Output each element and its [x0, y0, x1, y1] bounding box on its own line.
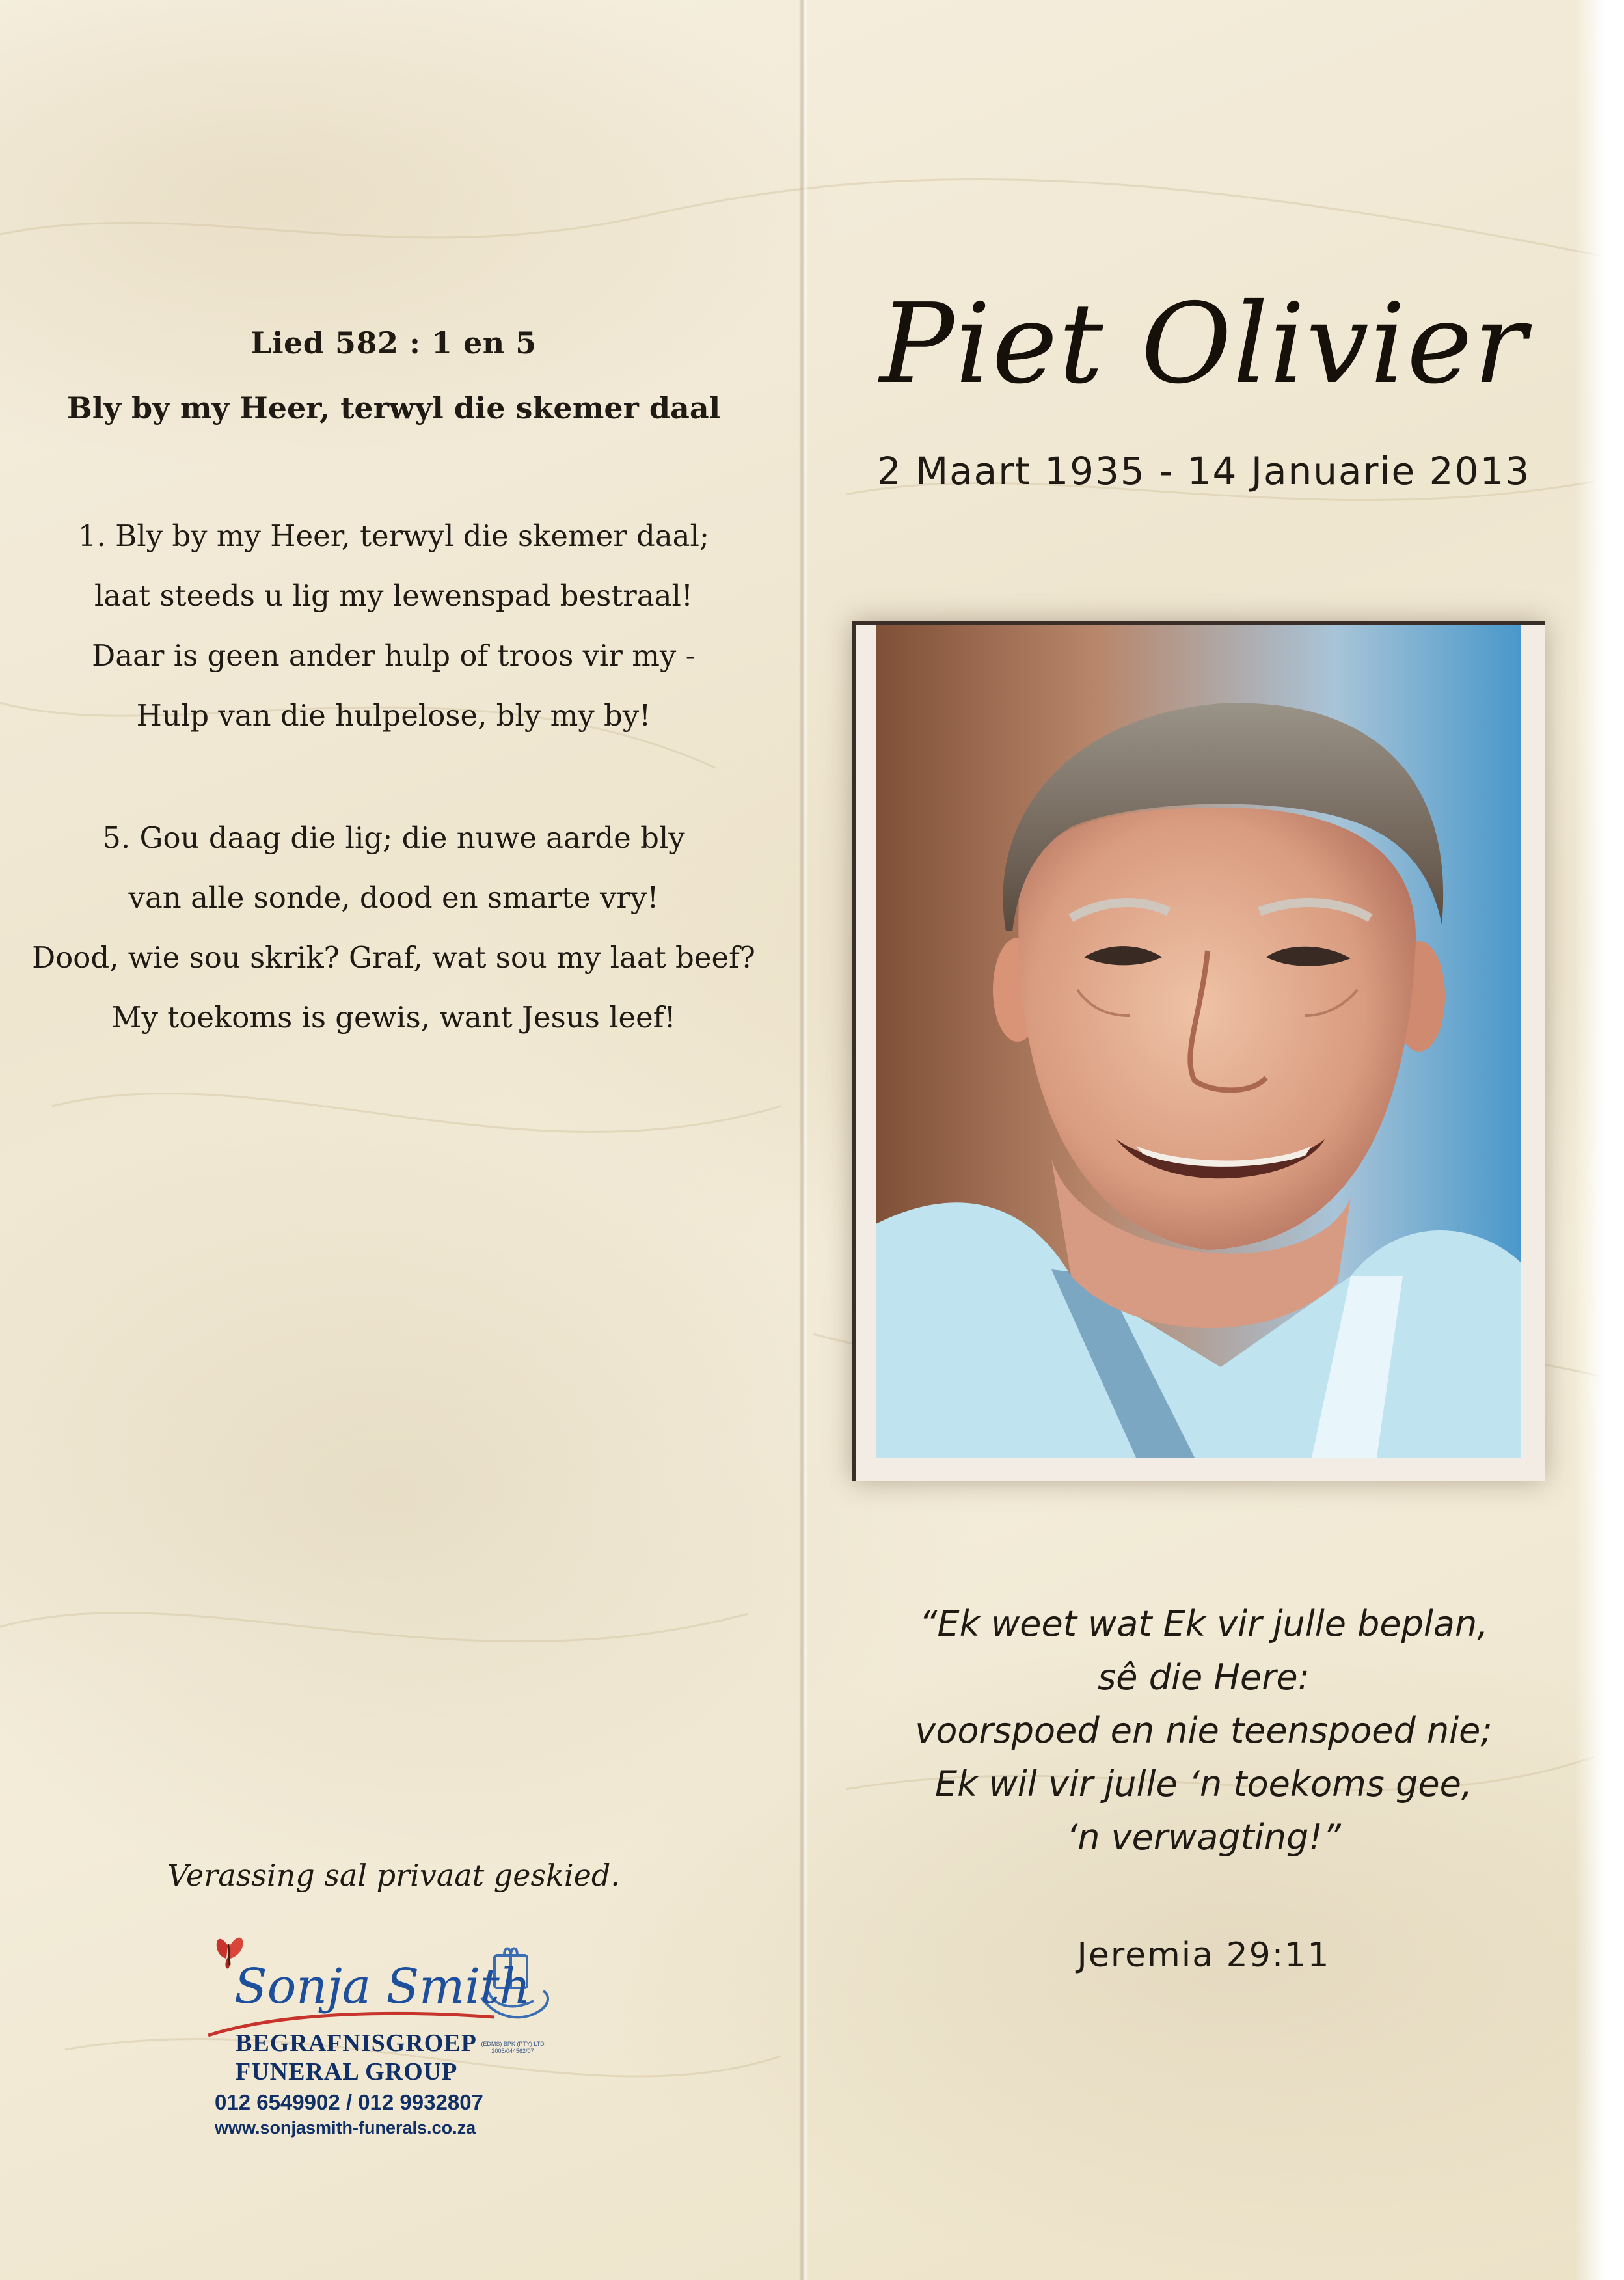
verse-line: van alle sonde, dood en smarte vry!: [128, 880, 659, 915]
scripture-line: Ek wil vir julle ‘n toekoms gee,: [935, 1763, 1472, 1804]
scripture-line: ‘n verwagting!”: [1066, 1817, 1341, 1858]
fold-line: [799, 0, 808, 2280]
cremation-note: Verassing sal privaat geskied.: [167, 1858, 620, 1893]
deceased-name: Piet Olivier: [879, 280, 1528, 409]
funeral-home-website: www.sonjasmith-funerals.co.za: [215, 2118, 476, 2138]
verse-line: Daar is geen ander hulp of troos vir my -: [92, 638, 696, 673]
life-dates: 2 Maart 1935 - 14 Januarie 2013: [876, 449, 1531, 493]
verse-line: Hulp van die hulpelose, bly my by!: [136, 698, 651, 733]
funeral-home-line1: BEGRAFNISGROEP: [236, 2029, 477, 2057]
verse-line: 5. Gou daag die lig; die nuwe aarde bly: [102, 821, 685, 855]
portrait-photo: [852, 621, 1545, 1481]
verse-line: My toekoms is gewis, want Jesus leef!: [111, 1000, 676, 1035]
funeral-home-logo: [208, 1920, 573, 2138]
scripture-quote: [820, 1597, 1588, 1864]
scripture-line: sê die Here:: [1098, 1657, 1310, 1698]
hymn-verse-5: [20, 808, 768, 1048]
funeral-home-phone: 012 6549902 / 012 9932807: [215, 2090, 483, 2114]
scripture-line: “Ek weet wat Ek vir julle beplan,: [919, 1603, 1489, 1644]
hymn-verse-1: [20, 506, 768, 746]
scripture-reference: Jeremia 29:11: [1077, 1936, 1331, 1975]
funeral-home-name: Sonja Smith: [234, 1959, 531, 2015]
scripture-line: voorspoed en nie teenspoed nie;: [915, 1710, 1493, 1751]
verse-line: 1. Bly by my Heer, terwyl die skemer daal;: [77, 519, 710, 553]
funeral-home-registration: (EDMS) BPK (PTY) LTD 2005/044562/07: [481, 2041, 545, 2054]
verse-line: laat steeds u lig my lewenspad bestraal!: [94, 578, 693, 613]
hymn-reference: Lied 582 : 1 en 5: [250, 325, 537, 360]
funeral-home-line2: FUNERAL GROUP: [236, 2058, 458, 2085]
hymn-title: Bly by my Heer, terwyl die skemer daal: [66, 390, 721, 426]
verse-line: Dood, wie sou skrik? Graf, wat sou my laat beef?: [32, 940, 755, 975]
